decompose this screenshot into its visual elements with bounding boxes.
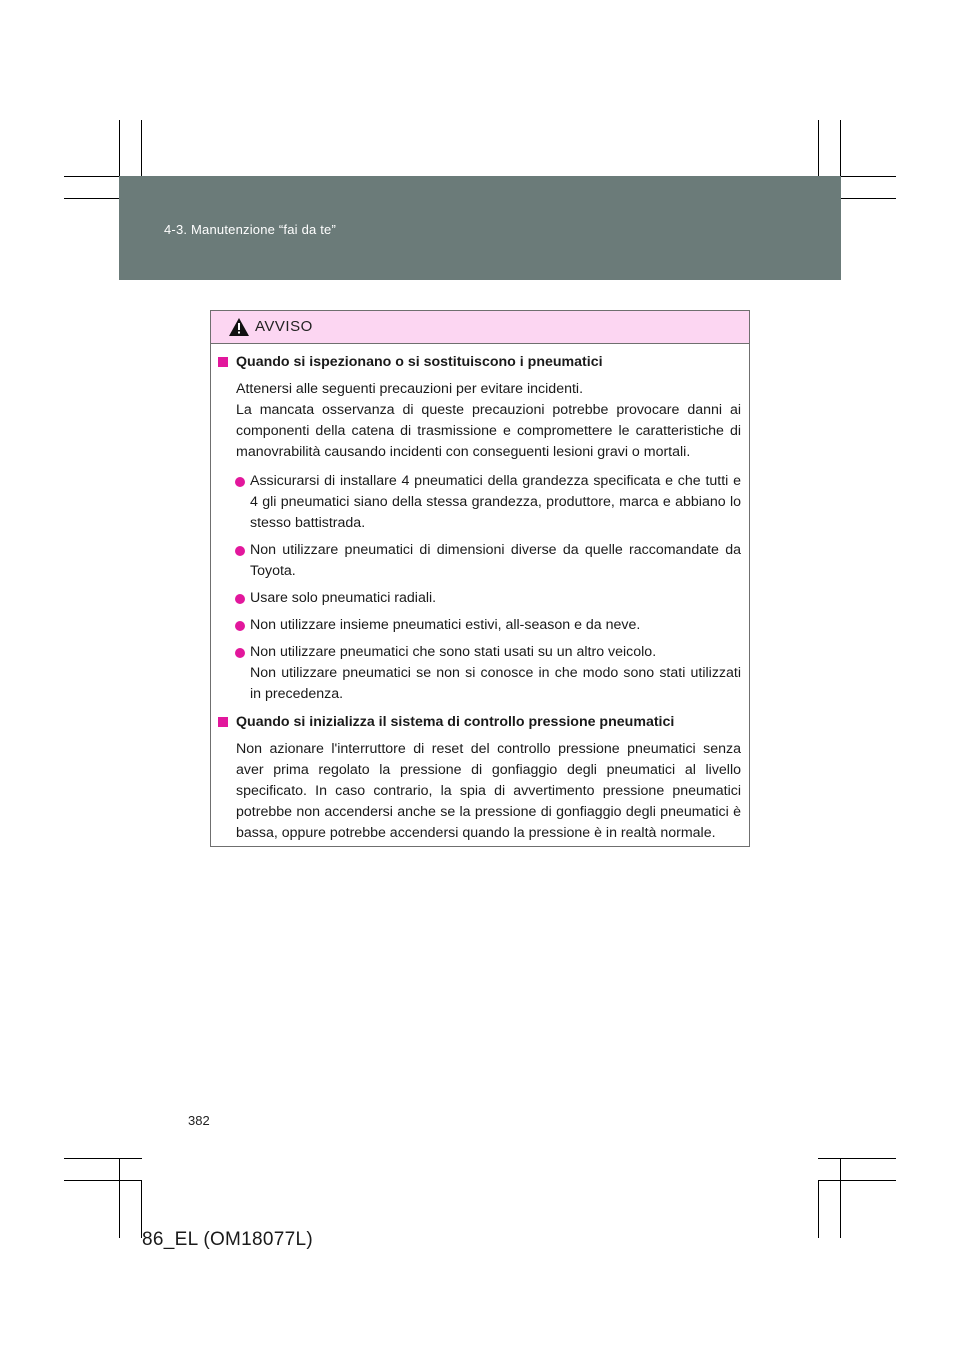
- warning-header: [211, 311, 749, 344]
- crop-mark: [119, 1158, 120, 1238]
- section-title: 4-3. Manutenzione “fai da te”: [164, 222, 337, 237]
- bullet-dot-icon: [235, 621, 245, 631]
- warning-triangle-icon: [228, 317, 250, 337]
- square-bullet-icon: [218, 717, 228, 727]
- bullet-dot-icon: [235, 546, 245, 556]
- page-number: 382: [188, 1113, 210, 1128]
- list-item: Non utilizzare insieme pneumatici estivi, all-season e da neve.: [218, 615, 741, 636]
- paragraph: Attenersi alle seguenti precauzioni per evitare incidenti. La mancata osservanza di queste precauzioni potrebbe provocare danni ai componenti della catena di trasmissione e compromettere le caratteristiche di manovrabilità causando incidenti con conseguenti lesioni gravi o mortali.: [236, 381, 741, 460]
- square-bullet-icon: [218, 357, 228, 367]
- crop-mark: [818, 1180, 896, 1181]
- bullet-dot-icon: [235, 594, 245, 604]
- crop-mark: [818, 1158, 896, 1159]
- list-item: Non utilizzare pneumatici che sono stati usati su un altro veicolo. Non utilizzare pneumatici se non si conosce in che modo sono stati utilizzati in precedenza.: [218, 642, 741, 705]
- crop-mark: [64, 1180, 142, 1181]
- warning-box: [210, 310, 750, 847]
- bullet-dot-icon: [235, 648, 245, 658]
- list-item: Assicurarsi di installare 4 pneumatici della grandezza specificata e che tutti e 4 gli pneumatici siano della stessa grandezza, produttore, marca e abbiano lo stesso battistrada.: [218, 471, 741, 534]
- warning-body: [211, 344, 749, 844]
- crop-mark: [818, 1180, 819, 1238]
- warning-title: AVVISO: [255, 318, 313, 335]
- document-code: 86_EL (OM18077L): [142, 1229, 313, 1250]
- bullet-dot-icon: [235, 477, 245, 487]
- crop-mark: [840, 1158, 841, 1238]
- section-heading: Quando si inizializza il sistema di controllo pressione pneumatici: [218, 712, 741, 733]
- paragraph: Non azionare l'interruttore di reset del controllo pressione pneumatici senza aver prima regolato la pressione di gonfiaggio degli pneumatici al livello specificato. In caso contrario, la spia di avvertimento pressione pneumatici potrebbe non accendersi anche se la pressione di gonfiaggio degli pneumatici è bassa, oppure potrebbe accendersi quando la pressione è in realtà normale.: [236, 741, 741, 841]
- list-item: Non utilizzare pneumatici di dimensioni diverse da quelle raccomandate da Toyota.: [218, 540, 741, 582]
- section-heading: Quando si ispezionano o si sostituiscono i pneumatici: [218, 352, 741, 373]
- list-item: Usare solo pneumatici radiali.: [218, 588, 741, 609]
- crop-mark: [64, 1158, 142, 1159]
